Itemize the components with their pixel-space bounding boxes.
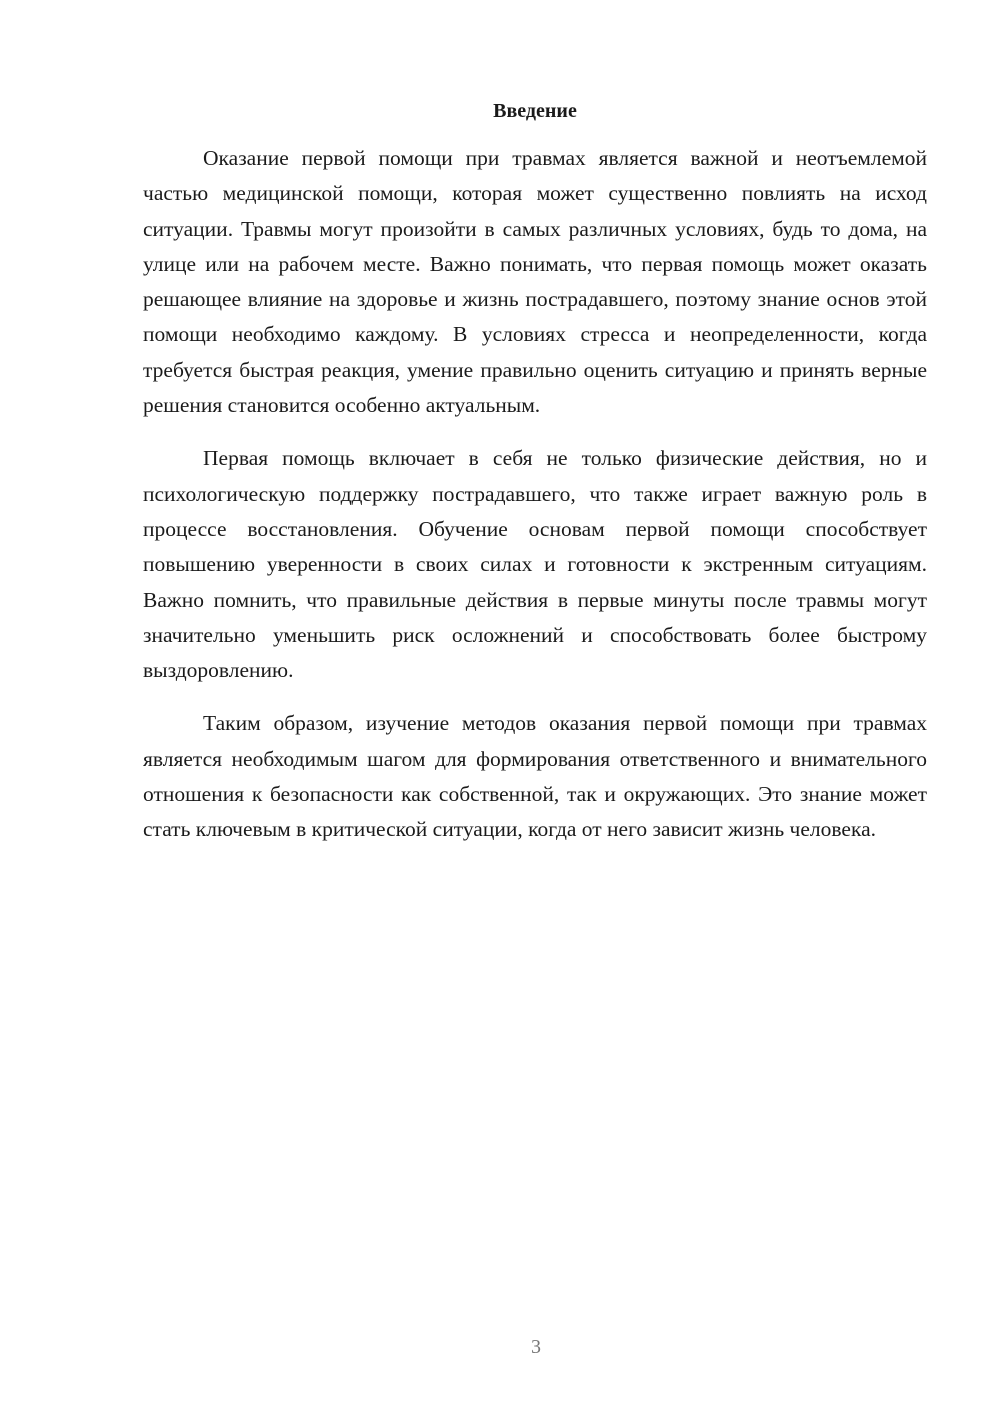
page-number: 3 [531, 1336, 541, 1358]
body-text [143, 141, 927, 866]
paragraph: Таким образом, изучение методов оказания первой помощи при травмах является необходимым шагом для формирования ответственного и внимательного отношения к безопасности как собственной, так и окружающих. Это знание может стать ключевым в критической ситуации, когда от него зависит жизнь человека. [143, 711, 927, 842]
paragraph: Оказание первой помощи при травмах является важной и неотъемлемой частью медицинской помощи, которая может существенно повлиять на исход ситуации. Травмы могут произойти в самых различных условиях, будь то дома, на улице или на рабочем месте. Важно понимать, что первая помощь может оказать решающее влияние на здоровье и жизнь пострадавшего, поэтому знание основ этой помощи необходимо каждому. В условиях стресса и неопределенности, когда требуется быстрая реакция, умение правильно оценить ситуацию и принять верные решения становится особенно актуальным. [143, 146, 927, 418]
section-title: Введение [493, 100, 577, 122]
paragraph: Первая помощь включает в себя не только физические действия, но и психологическую поддержку пострадавшего, что также играет важную роль в процессе восстановления. Обучение основам первой помощи способствует повышению уверенности в своих силах и готовности к экстренным ситуациям. Важно помнить, что правильные действия в первые минуты после травмы могут значительно уменьшить риск осложнений и способствовать более быстрому выздоровлению. [143, 446, 927, 683]
